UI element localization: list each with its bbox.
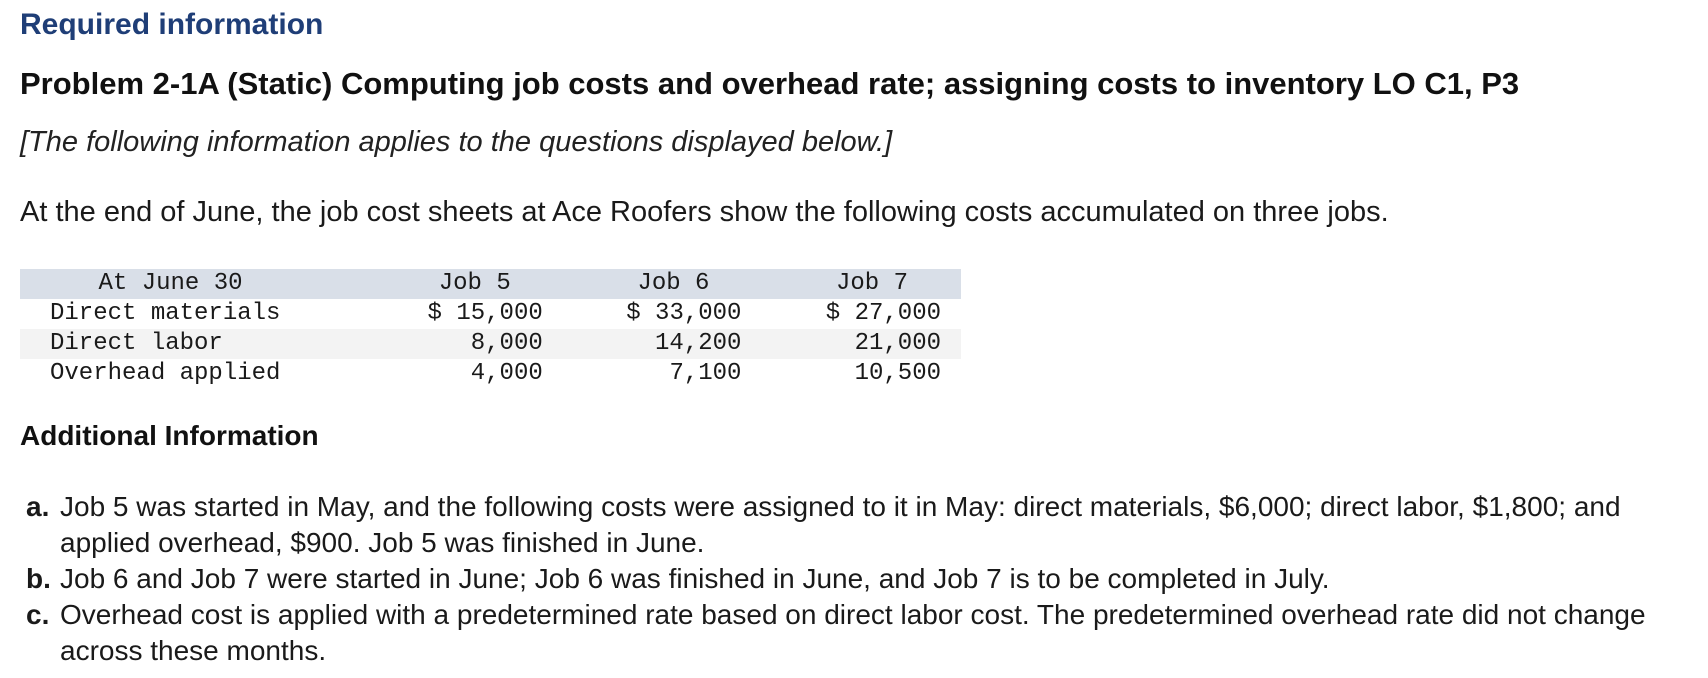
cell-job-7-direct-labor: 21,000: [854, 330, 941, 357]
cell-job-6-direct-materials: $ 33,000: [626, 300, 742, 327]
list-item: [26, 597, 1706, 669]
cell-job-7-overhead-applied: 10,500: [854, 360, 941, 387]
item-marker: a.: [26, 491, 50, 522]
column-header-job-7: Job 7: [835, 270, 908, 297]
table-header-row: [20, 269, 961, 299]
row-label-direct-materials: Direct materials: [50, 300, 281, 327]
column-header-date: At June 30: [98, 270, 243, 297]
cell-job-5-direct-materials: $ 15,000: [427, 300, 543, 327]
job-cost-table: [20, 269, 961, 389]
additional-information-heading: Additional Information: [20, 420, 319, 451]
list-item: [26, 561, 1706, 597]
column-header-job-5: Job 5: [438, 270, 511, 297]
item-marker: b.: [26, 563, 51, 594]
item-text: Overhead cost is applied with a predetermined rate based on direct labor cost. The predetermined overhead rate did not change across these months.: [60, 599, 1646, 666]
table-row: [20, 299, 961, 329]
item-text: Job 6 and Job 7 were started in June; Job 6 was finished in June, and Job 7 is to be completed in July.: [60, 563, 1330, 594]
applies-note: [The following information applies to the questions displayed below.]: [20, 126, 893, 158]
problem-title: Problem 2-1A (Static) Computing job costs and overhead rate; assigning costs to inventory LO C1, P3: [20, 66, 1520, 101]
item-marker: c.: [26, 599, 50, 630]
additional-information-list: [26, 489, 1706, 669]
cell-job-5-direct-labor: 8,000: [470, 330, 543, 357]
list-item: [26, 489, 1706, 561]
table-row: [20, 359, 961, 389]
cell-job-6-direct-labor: 14,200: [655, 330, 742, 357]
cell-job-6-overhead-applied: 7,100: [669, 360, 742, 387]
table-row: [20, 329, 961, 359]
row-label-direct-labor: Direct labor: [50, 330, 223, 357]
column-header-job-6: Job 6: [637, 270, 710, 297]
required-information-label: Required information: [20, 8, 324, 41]
cell-job-5-overhead-applied: 4,000: [470, 360, 543, 387]
item-text: Job 5 was started in May, and the following costs were assigned to it in May: direct materials, $6,000; direct labor, $1,800; and applied overhead, $900. Job 5 was finished in June.: [60, 491, 1621, 558]
cell-job-7-direct-materials: $ 27,000: [825, 300, 941, 327]
row-label-overhead-applied: Overhead applied: [50, 360, 281, 387]
intro-text: At the end of June, the job cost sheets at Ace Roofers show the following costs accumulated on three jobs.: [20, 196, 1389, 228]
